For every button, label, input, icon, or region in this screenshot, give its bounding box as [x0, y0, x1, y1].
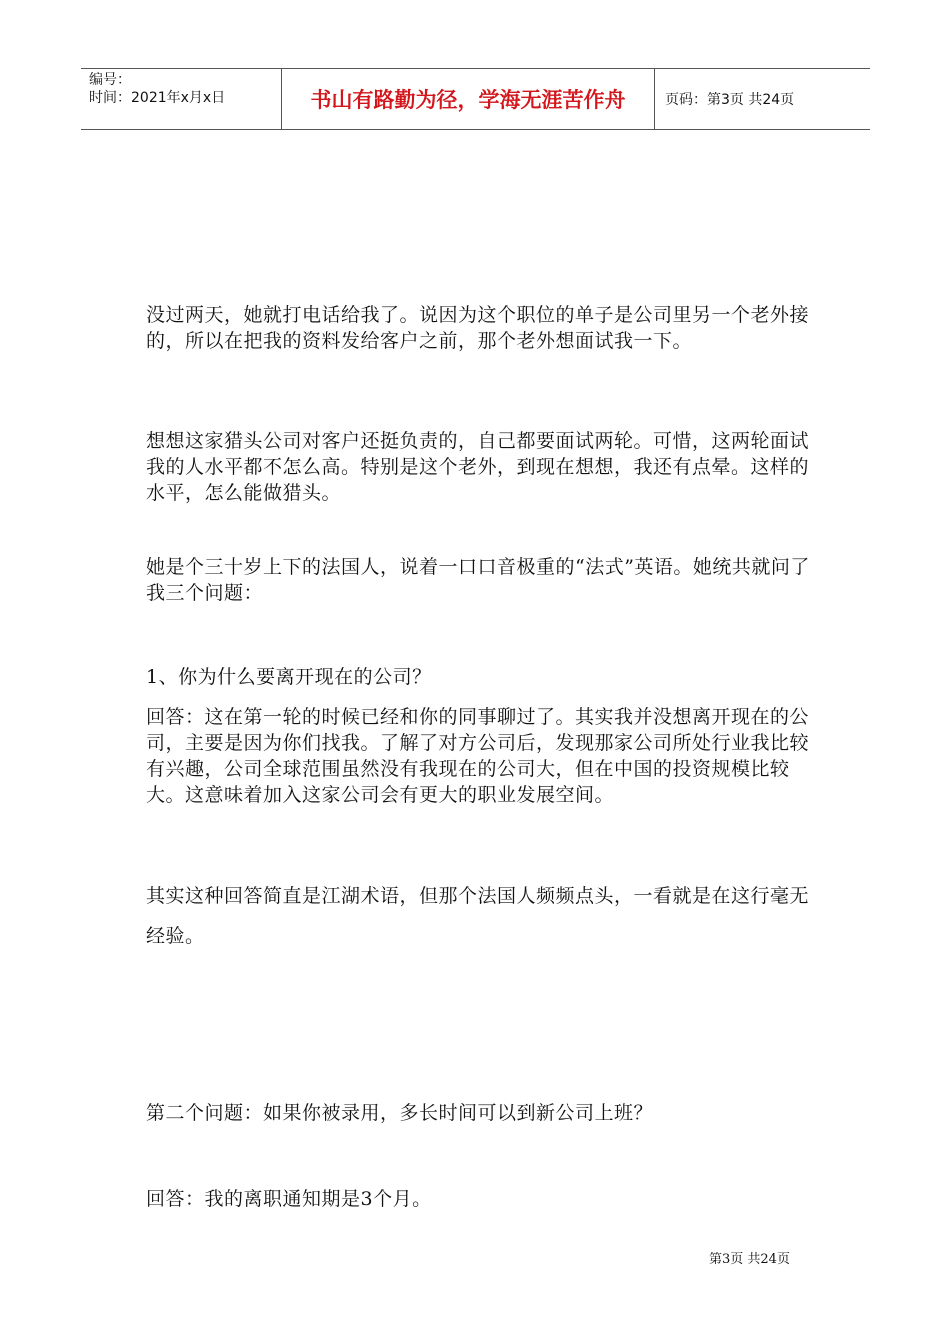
- paragraph: 回答：这在第一轮的时候已经和你的同事聊过了。其实我并没想离开现在的公司，主要是因为你们找我。了解了对方公司后，发现那家公司所处行业我比较有兴趣，公司全球范围虽然没有我现在的公司大，但在中国的投资规模比较大。这意味着加入这家公司会有更大的职业发展空间。: [146, 706, 810, 806]
- header-meta: [81, 69, 282, 129]
- header-motto: 书山有路勤为径，学海无涯苦作舟: [282, 69, 655, 129]
- paragraph: 没过两天，她就打电话给我了。说因为这个职位的单子是公司里另一个老外接的，所以在把我的资料发给客户之前，那个老外想面试我一下。: [146, 304, 810, 352]
- header-page-info: 页码：第3页 共24页: [665, 92, 795, 108]
- paragraph: 回答：我的离职通知期是3个月。: [146, 1188, 432, 1210]
- paragraph: 其实这种回答简直是江湖术语，但那个法国人频频点头，一看就是在这行毫无经验。: [146, 885, 810, 947]
- question-heading: 第二个问题：如果你被录用，多长时间可以到新公司上班？: [146, 1102, 654, 1124]
- document-number-label: 编号：: [89, 72, 131, 88]
- paragraph: 她是个三十岁上下的法国人，说着一口口音极重的“法式”英语。她统共就问了我三个问题：: [146, 556, 810, 604]
- question-heading: 1、你为什么要离开现在的公司？: [146, 666, 432, 688]
- page-footer: 第3页 共24页: [709, 1252, 790, 1267]
- page-header: [81, 68, 870, 130]
- paragraph: 想想这家猎头公司对客户还挺负责的，自己都要面试两轮。可惜，这两轮面试我的人水平都不怎么高。特别是这个老外，到现在想想，我还有点晕。这样的水平，怎么能做猎头。: [146, 430, 810, 504]
- document-date-label: 时间：2021年x月x日: [89, 90, 226, 106]
